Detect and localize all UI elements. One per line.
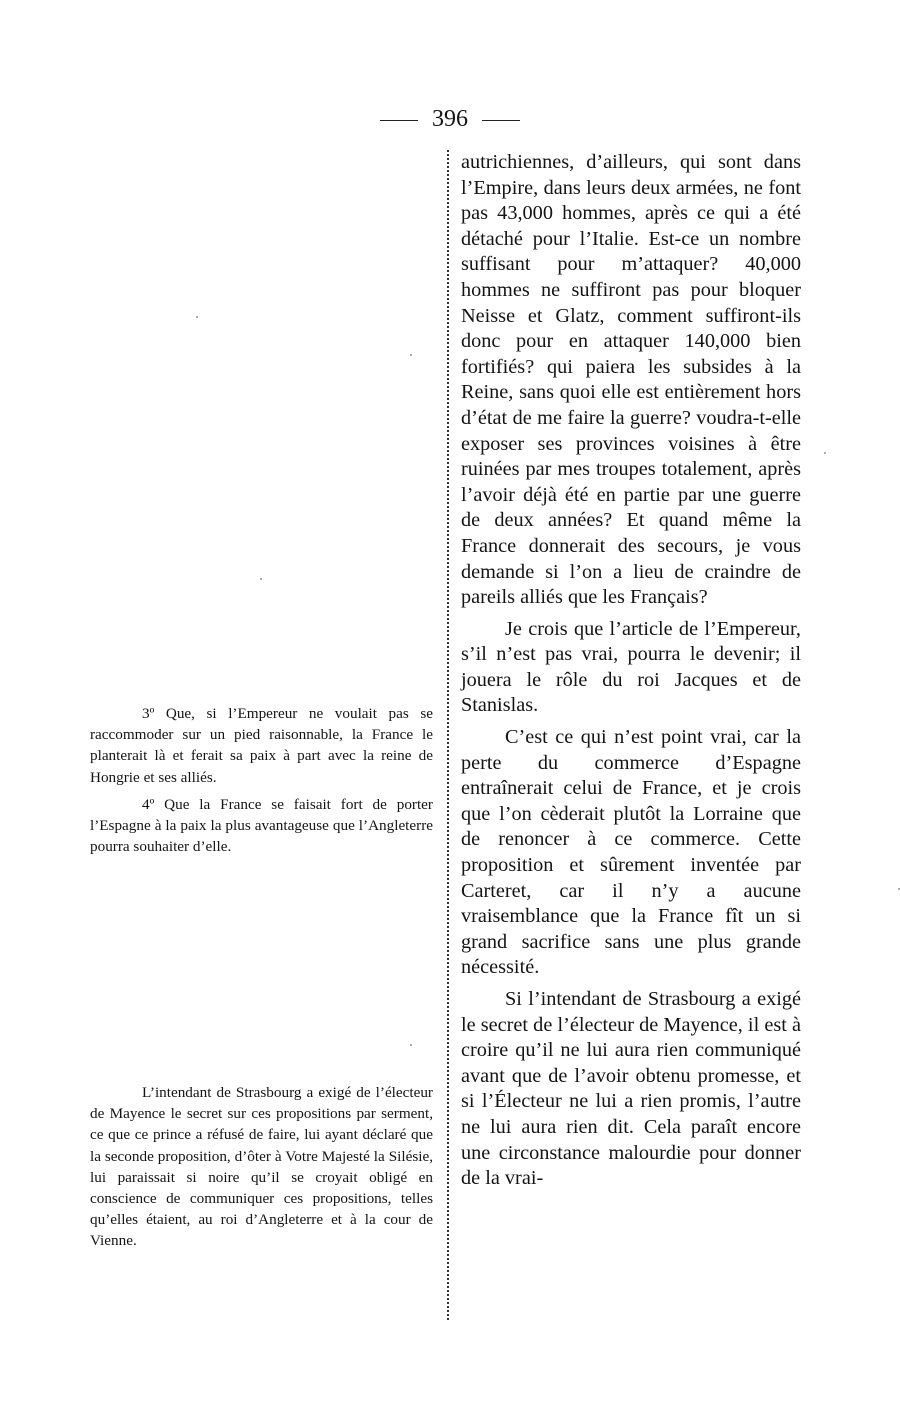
- scan-speck: [410, 354, 412, 356]
- scan-speck: [260, 578, 262, 580]
- page-number: [0, 104, 900, 134]
- margin-note-item-4: 4º Que la France se faisait fort de porter l’Espagne à la paix la plus avantageuse que l’Angleterre pourra souhaiter d’elle.: [90, 795, 433, 856]
- column-divider: [447, 150, 449, 1320]
- left-rule: [380, 120, 418, 121]
- margin-note-intendant-text: L’intendant de Strasbourg a exigé de l’électeur de Mayence le secret sur ces propositions par serment, ce que ce prince a réfusé de faire, lui ayant déclaré que la seconde proposition, d’ôter à Votre Majesté la Silésie, lui paraissait si noire qu’il se croyait obligé en conscience de communiquer ces propositions, telles qu’elles étaient, au roi d’Angleterre et à la cour de Vienne.: [90, 1084, 433, 1250]
- main-paragraph-4: Si l’intendant de Strasbourg a exigé le secret de l’électeur de Mayence, il est à croire qu’il ne lui aura rien communiqué avant que de l’avoir obtenu promesse, et si l’Électeur ne lui a rien promis, l’autre ne lui aura rien dit. Cela paraît encore une circonstance malourdie pour donner de la vrai-: [461, 988, 801, 1190]
- right-rule: [482, 120, 520, 121]
- scan-speck: [410, 1044, 412, 1046]
- margin-note-propositions: [90, 703, 433, 857]
- main-paragraph-3: C’est ce qui n’est point vrai, car la perte du commerce d’Espagne entraînerait celui de France, et je crois que l’on cèderait plutôt la Lorraine que de renoncer à ce commerce. Cette proposition et sûrement inventée par Carteret, car il n’y a aucune vraisemblance que la France fît un si grand sacrifice sans une plus grande nécessité.: [461, 726, 801, 979]
- margin-note-item-3: 3º Que, si l’Empereur ne voulait pas se raccommoder sur un pied raisonnable, la France le planterait là et ferait sa paix à part avec la reine de Hongrie et ses alliés.: [90, 705, 433, 786]
- scan-speck: [196, 316, 198, 318]
- main-text-column: [461, 150, 801, 1192]
- page-number-text: 396: [432, 106, 468, 132]
- main-paragraph-2: Je crois que l’article de l’Empereur, s’il n’est pas vrai, pourra le devenir; il jouera le rôle du roi Jacques et de Stanislas.: [461, 617, 801, 717]
- margin-note-intendant: [90, 1082, 433, 1252]
- main-paragraph-1: autrichiennes, d’ailleurs, qui sont dans l’Empire, dans leurs deux armées, ne font pas 43,000 hommes, après ce qui a été détaché pour l’Italie. Est-ce un nombre suffisant pour m’attaquer? 40,000 hommes ne suffiront pas pour bloquer Neisse et Glatz, comment suffiront-ils donc pour en attaquer 140,000 bien fortifiés? qui paiera les subsides à la Reine, sans quoi elle est entièrement hors d’état de me faire la guerre? voudra-t-elle exposer ses provinces voisines à être ruinées par mes troupes totalement, après l’avoir déjà été en partie par une guerre de deux années? Et quand même la France donnerait des secours, je vous demande si l’on a lieu de craindre de pareils alliés que les Français?: [461, 151, 801, 609]
- scan-speck: [824, 452, 826, 454]
